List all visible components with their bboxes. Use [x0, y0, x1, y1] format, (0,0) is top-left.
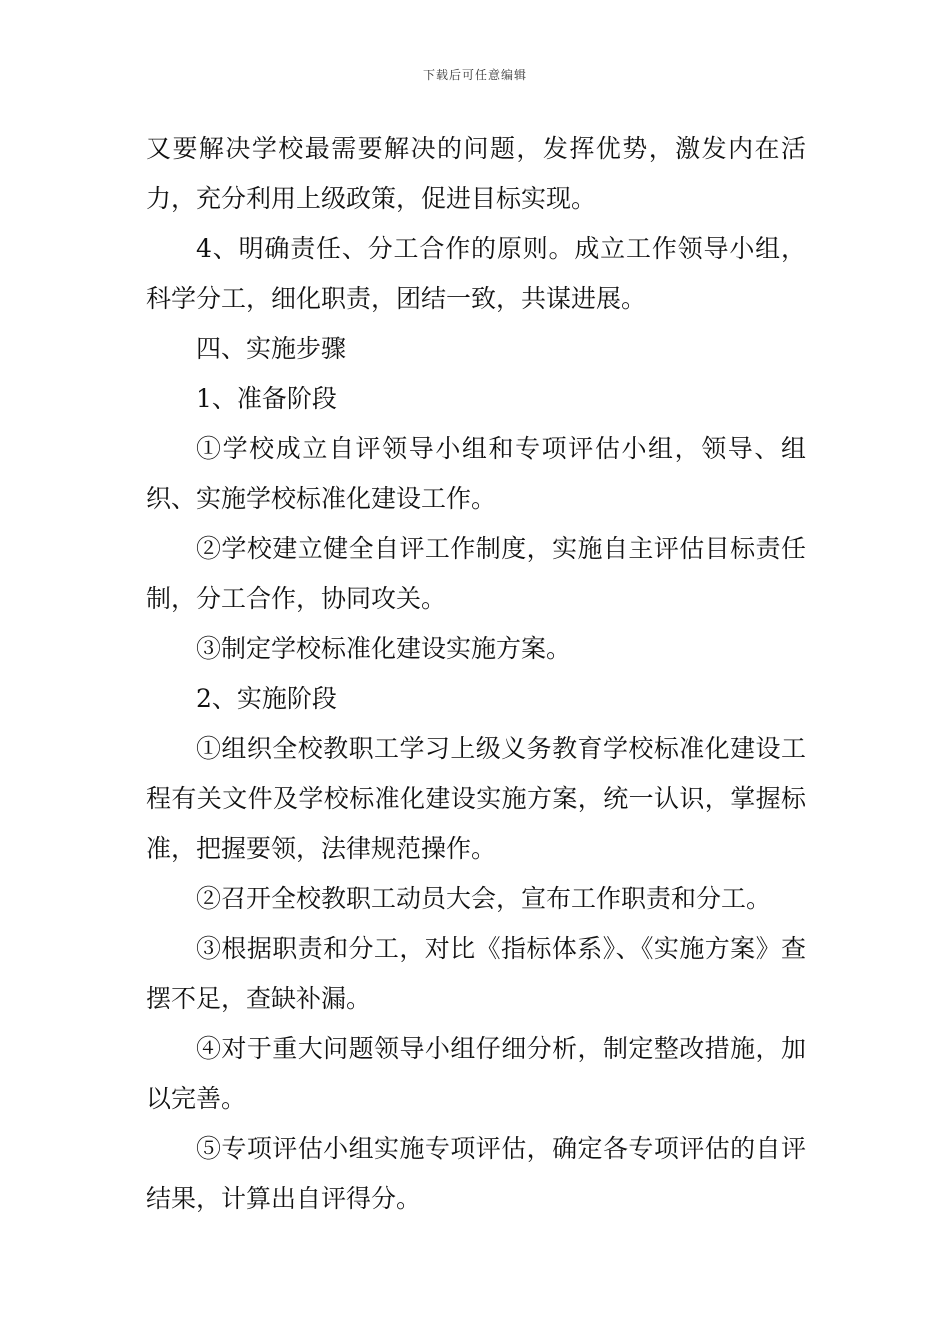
paragraph-continuation: 又要解决学校最需要解决的问题，发挥优势，激发内在活力，充分利用上级政策，促进目标实现。 [146, 134, 806, 213]
paragraph-impl-item-4: ④对于重大问题领导小组仔细分析，制定整改措施，加以完善。 [146, 1034, 806, 1113]
paragraph-impl-item-3: ③根据职责和分工，对比《指标体系》、《实施方案》查摆不足，查缺补漏。 [146, 934, 806, 1013]
paragraph-impl-item-5: ⑤专项评估小组实施专项评估，确定各专项评估的自评结果，计算出自评得分。 [146, 1134, 806, 1213]
subheading-implementation-stage: 2、实施阶段 [196, 684, 337, 713]
section-heading-steps: 四、实施步骤 [196, 334, 347, 363]
paragraph-prep-item-2: ②学校建立健全自评工作制度，实施自主评估目标责任制，分工合作，协同攻关。 [146, 534, 806, 613]
paragraph-prep-item-1: ①学校成立自评领导小组和专项评估小组，领导、组织、实施学校标准化建设工作。 [146, 434, 806, 513]
paragraph-prep-item-3: ③制定学校标准化建设实施方案。 [196, 634, 572, 663]
paragraph-principle-4: 4、明确责任、分工合作的原则。成立工作领导小组，科学分工，细化职责，团结一致，共谋进展。 [146, 234, 806, 313]
page-header: 下载后可任意编辑 [422, 68, 527, 82]
paragraph-impl-item-1: ①组织全校教职工学习上级义务教育学校标准化建设工程有关文件及学校标准化建设实施方案，统一认识，掌握标准，把握要领，法律规范操作。 [146, 734, 806, 863]
paragraph-impl-item-2: ②召开全校教职工动员大会，宣布工作职责和分工。 [196, 884, 772, 913]
document-body [146, 124, 806, 1224]
subheading-preparation-stage: 1、准备阶段 [196, 384, 337, 413]
